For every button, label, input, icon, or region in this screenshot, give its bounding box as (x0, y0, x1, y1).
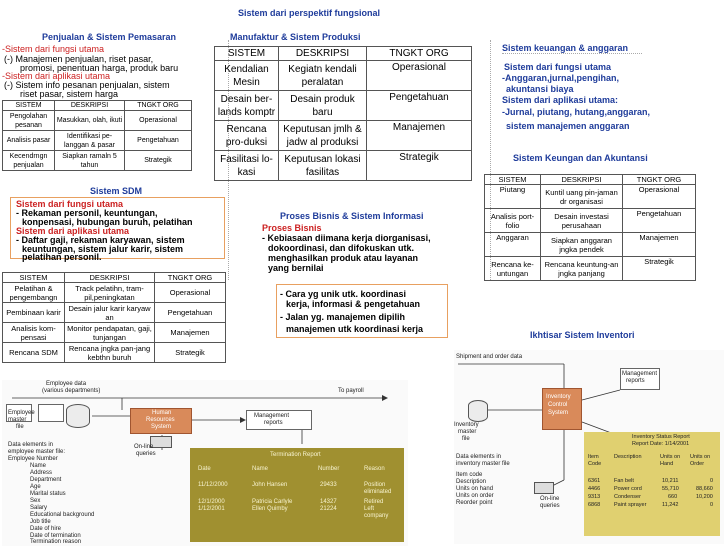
ics-label-3: System (548, 410, 569, 416)
status-cell: 4466 (588, 486, 601, 492)
field-list-item: Termination reason (30, 539, 82, 545)
business-heading: Proses Bisnis & Sistem Informasi (280, 211, 424, 221)
table-cell: Piutang (485, 185, 541, 209)
inventory-diagram (454, 350, 724, 544)
inv-element-item: Description (456, 479, 487, 485)
status-date: Report Date: 1/14/2001 (632, 441, 690, 447)
field-list-item: Name (30, 463, 47, 469)
finance-heading: Sistem keuangan & anggaran (502, 43, 629, 53)
status-cell: 10,211 (662, 478, 679, 484)
marketing-func-text-2: promosi, penentuan harga, produk baru (20, 63, 179, 73)
marketing-heading: Penjualan & Sistem Pemasaran (42, 32, 177, 42)
table-cell: Kecendrngn penjualan (3, 151, 55, 171)
table-cell: Kendalian Mesin (215, 61, 279, 91)
field-list-item: Educational background (30, 512, 95, 518)
status-cell: 6361 (588, 478, 601, 484)
hrs-label-1: Human (152, 410, 172, 416)
table-cell: Strategik (367, 151, 472, 181)
table-cell: Strategik (155, 343, 226, 363)
table-row (3, 111, 192, 131)
elements-label-2: employee master file: (8, 449, 66, 455)
field-list-item: Department (30, 477, 62, 483)
table-cell: Identifikasi pe-langgan & pasar (55, 131, 125, 151)
header-cell: SISTEM (215, 47, 279, 61)
header-cell: SISTEM (485, 175, 541, 185)
inv-element-item: Item code (456, 472, 483, 478)
table-cell: Anggaran (485, 233, 541, 257)
hr-table (2, 272, 226, 363)
inv-element-item: Data elements in (456, 454, 502, 460)
document-stack-icon (38, 404, 64, 422)
hr-app-text-1: - Daftar gaji, rekaman karyawan, sistem (16, 235, 185, 245)
termination-header: Number (318, 466, 340, 472)
table-cell: Analisis port-folio (485, 209, 541, 233)
termination-header: Reason (364, 466, 385, 472)
table-cell: Track pelatihn, tram-pil,peningkatan (65, 283, 155, 303)
business-text-2: dokoordinasi, dan difokuskan utk. (268, 243, 415, 253)
status-header: Units on Hand (660, 454, 681, 467)
database-cylinder-icon (468, 400, 488, 422)
hr-func-label: Sistem dari fungsi utama (16, 199, 124, 209)
table-cell: Masukkan, olah, ikuti (55, 111, 125, 131)
hr-app-text-2: keuntungan, sistem jalur karir, sistem (22, 244, 184, 254)
table-cell: Fasilitasi lo-kasi (215, 151, 279, 181)
table-row (485, 233, 696, 257)
termination-cell: Retired (364, 499, 384, 505)
status-cell: 11,242 (662, 502, 679, 508)
status-cell: 10,200 (696, 494, 713, 500)
table-cell: Pembinaan karir (3, 303, 65, 323)
business-box-3: - Jalan yg. manajemen dipilih (280, 312, 406, 322)
header-cell: SISTEM (3, 101, 55, 111)
table-row (215, 151, 472, 181)
header-cell: DESKRIPSI (541, 175, 623, 185)
table-header-row (485, 175, 696, 185)
online-label-2: queries (136, 451, 156, 457)
field-list-item: Age (30, 484, 41, 490)
table-cell: Operasional (367, 61, 472, 91)
shipment-label: Shipment and order data (456, 354, 523, 360)
table-header-row (215, 47, 472, 61)
table-cell: Operasional (623, 185, 696, 209)
status-cell: Power cord (614, 486, 642, 492)
termination-cell: 11/12/2000 (198, 482, 228, 488)
marketing-app-text-1: (-) Sistem info pesanan penjualan, sistem (4, 80, 170, 90)
hr-func-text-2: konpensasi, hubungan buruh, pelatihan (22, 217, 193, 227)
table-row (485, 185, 696, 209)
hr-app-label: Sistem dari aplikasi utama (16, 226, 130, 236)
table-cell: Pengetahuan (125, 131, 192, 151)
inv-master-label-2: master (458, 429, 477, 435)
termination-cell: Ellen Quimby (252, 506, 288, 512)
hr-app-text-3: pelatihan personil. (22, 252, 102, 262)
online-label-1: On-line (134, 444, 154, 450)
table-row (215, 91, 472, 121)
table-cell: Operasional (125, 111, 192, 131)
table-cell: Desain jalur karir karyaw an (65, 303, 155, 323)
table-cell: Siapkan anggaran jngka pendek (541, 233, 623, 257)
finance-func-label: Sistem dari fungsi utama (504, 62, 612, 72)
table-cell: Kuntil uang pin-jaman dr organisasi (541, 185, 623, 209)
business-text-4: yang bernilai (268, 263, 324, 273)
business-sub: Proses Bisnis (262, 223, 322, 233)
finance-app-label: Sistem dari aplikasi utama: (502, 95, 619, 105)
termination-cell: Patricia Carlyle (252, 499, 293, 505)
reports-label-2: reports (264, 420, 283, 426)
table-row (215, 121, 472, 151)
finance-func-text-1: -Anggaran,jurnal,pengihan, (502, 73, 620, 83)
table-header-row (3, 101, 192, 111)
table-cell: Manajemen (155, 323, 226, 343)
marketing-app-label: -Sistem dari aplikasi utama (2, 71, 111, 81)
inv-element-item: Units on hand (456, 486, 494, 492)
status-cell: 6868 (588, 502, 601, 508)
table-cell: Manajemen (367, 121, 472, 151)
inv-element-item: inventory master file (456, 461, 510, 467)
table-row (3, 131, 192, 151)
manufacturing-heading: Manufaktur & Sistem Produksi (230, 32, 361, 42)
status-header: Units on Order (690, 454, 711, 467)
hr-func-text-1: - Rekaman personil, keuntungan, (16, 208, 158, 218)
table-header-row (3, 273, 226, 283)
business-box-2: kerja, informasi & pengetahuan (286, 299, 421, 309)
table-cell: Rencana ke-untungan (485, 257, 541, 281)
table-row (485, 209, 696, 233)
termination-cell: 14327 (320, 499, 337, 505)
inv-master-label-3: file (462, 436, 470, 442)
accounting-heading: Sistem Keungan dan Akuntansi (513, 153, 648, 163)
termination-header: Date (198, 466, 211, 472)
table-cell: Analisis kom-pensasi (3, 323, 65, 343)
header-cell: DESKRIPSI (279, 47, 367, 61)
table-cell: Rencana SDM (3, 343, 65, 363)
table-cell: Pengetahuan (623, 209, 696, 233)
table-cell: Keputusan jmlh & jadw al produksi (279, 121, 367, 151)
header-cell: TNGKT ORG (155, 273, 226, 283)
status-cell: Fan belt (614, 478, 634, 484)
table-row (3, 151, 192, 171)
master-label-1: Employee (8, 410, 35, 416)
table-cell: Desain produk baru (279, 91, 367, 121)
field-list-item: Sex (30, 498, 41, 504)
termination-cell: 29433 (320, 482, 337, 488)
business-box-1: - Cara yg unik utk. koordinasi (280, 289, 407, 299)
table-cell: Strategik (623, 257, 696, 281)
table-cell: Strategik (125, 151, 192, 171)
reports-label-1: Management (254, 413, 290, 419)
table-cell: Rencana pro-duksi (215, 121, 279, 151)
finance-app-text-2: sistem manajemen anggaran (506, 121, 630, 131)
ics-label-2: Control (548, 402, 568, 408)
marketing-func-label: -Sistem dari fungsi utama (2, 44, 105, 54)
field-list-item: Date of termination (30, 533, 81, 539)
header-cell: TNGKT ORG (125, 101, 192, 111)
marketing-func-text-1: (-) Manajemen penjualan, riset pasar, (4, 54, 154, 64)
field-list-item: Marital status (30, 491, 66, 497)
to-payroll-label: To payroll (338, 388, 364, 394)
business-text-3: menghasilkan produk atau layanan (268, 253, 419, 263)
status-title: Inventory Status Report (632, 434, 690, 440)
master-label-3: file (16, 424, 24, 430)
termination-cell: 21224 (320, 506, 337, 512)
finance-app-text-1: -Jurnal, piutang, hutang,anggaran, (502, 107, 651, 117)
table-cell: Monitor pendapatan, gaji, tunjangan (65, 323, 155, 343)
field-list-item: Address (30, 470, 53, 476)
termination-cell: John Hansen (252, 482, 288, 488)
header-cell: TNGKT ORG (367, 47, 472, 61)
termination-title: Termination Report (270, 452, 321, 458)
table-cell: Operasional (155, 283, 226, 303)
business-text-1: - Kebiasaan diimana kerja diorganisasi, (262, 233, 431, 243)
table-row (215, 61, 472, 91)
table-cell: Pelatihan & pengembangn (3, 283, 65, 303)
status-cell: 0 (710, 502, 714, 508)
elements-label-1: Data elements in (8, 442, 54, 448)
table-cell: Manajemen (623, 233, 696, 257)
master-label-2: master (8, 417, 27, 423)
termination-cell: 12/1/2000 (198, 499, 225, 505)
inv-master-label-1: Inventory (454, 422, 479, 428)
status-header: Item Code (588, 454, 602, 467)
main-title: Sistem dari perspektif fungsional (238, 8, 381, 18)
table-cell: Analisis pasar (3, 131, 55, 151)
inv-reports-label-2: reports (626, 378, 645, 384)
table-row (3, 343, 226, 363)
finance-func-text-2: akuntansi biaya (506, 84, 574, 94)
status-cell: Paint sprayer (614, 502, 647, 508)
various-label: (various departments) (42, 388, 101, 394)
table-cell: Pengolahan pesanan (3, 111, 55, 131)
table-cell: Keputusan lokasi fasilitas (279, 151, 367, 181)
marketing-app-text-2: riset pasar, sistem harga (20, 89, 119, 99)
field-list-item: Date of hire (30, 526, 62, 532)
table-cell: Kegiatn kendali peralatan (279, 61, 367, 91)
termination-cell: 1/12/2001 (198, 506, 225, 512)
hr-heading: Sistem SDM (90, 186, 143, 196)
table-cell: Siapkan ramaln 5 tahun (55, 151, 125, 171)
business-box-4: manajemen utk koordinasi kerja (286, 324, 424, 334)
database-cylinder-icon (66, 404, 90, 428)
manufacturing-table (214, 46, 472, 181)
status-cell: 55,710 (662, 486, 679, 492)
status-cell: 88,660 (696, 486, 713, 492)
status-cell: Condenser (614, 494, 641, 500)
status-cell: 660 (668, 494, 678, 500)
inv-element-item: Reorder point (456, 500, 493, 506)
inventory-heading: Ikhtisar Sistem Inventori (530, 330, 635, 340)
field-list-item: Salary (30, 505, 48, 511)
field-list-item: Employee Number (8, 456, 58, 462)
hr-diagram (2, 380, 408, 546)
inv-element-item: Units on order (456, 493, 494, 499)
table-cell: Desain ber-lands komptr (215, 91, 279, 121)
table-cell: Rencana jngka pan-jang kebthn buruh (65, 343, 155, 363)
header-cell: SISTEM (3, 273, 65, 283)
header-cell: DESKRIPSI (55, 101, 125, 111)
table-cell: Rencana keuntung-an jngka panjang (541, 257, 623, 281)
inv-online-label-1: On-line (540, 496, 560, 502)
ics-label-1: Inventory (546, 394, 571, 400)
hrs-label-2: Resources (146, 417, 175, 423)
inv-reports-label-1: Management (622, 371, 658, 377)
accounting-table (484, 174, 696, 281)
marketing-table (2, 100, 192, 171)
table-cell: Pengetahuan (155, 303, 226, 323)
table-cell: Desain investasi perusahaan (541, 209, 623, 233)
status-cell: 9313 (588, 494, 601, 500)
field-list-item: Job title (30, 519, 51, 525)
inv-online-label-2: queries (540, 503, 560, 509)
table-cell: Pengetahuan (367, 91, 472, 121)
termination-cell: Position eliminated (364, 482, 392, 495)
termination-header: Name (252, 466, 269, 472)
finance-underline (502, 53, 642, 54)
table-row (3, 303, 226, 323)
table-row (3, 283, 226, 303)
terminal-icon (534, 482, 554, 494)
employee-data-label: Employee data (46, 381, 87, 387)
termination-cell: Left company (364, 506, 389, 519)
header-cell: DESKRIPSI (65, 273, 155, 283)
header-cell: TNGKT ORG (623, 175, 696, 185)
hrs-label-3: System (151, 424, 172, 430)
status-header: Description (614, 454, 642, 460)
table-row (485, 257, 696, 281)
status-cell: 0 (710, 478, 714, 484)
table-row (3, 323, 226, 343)
